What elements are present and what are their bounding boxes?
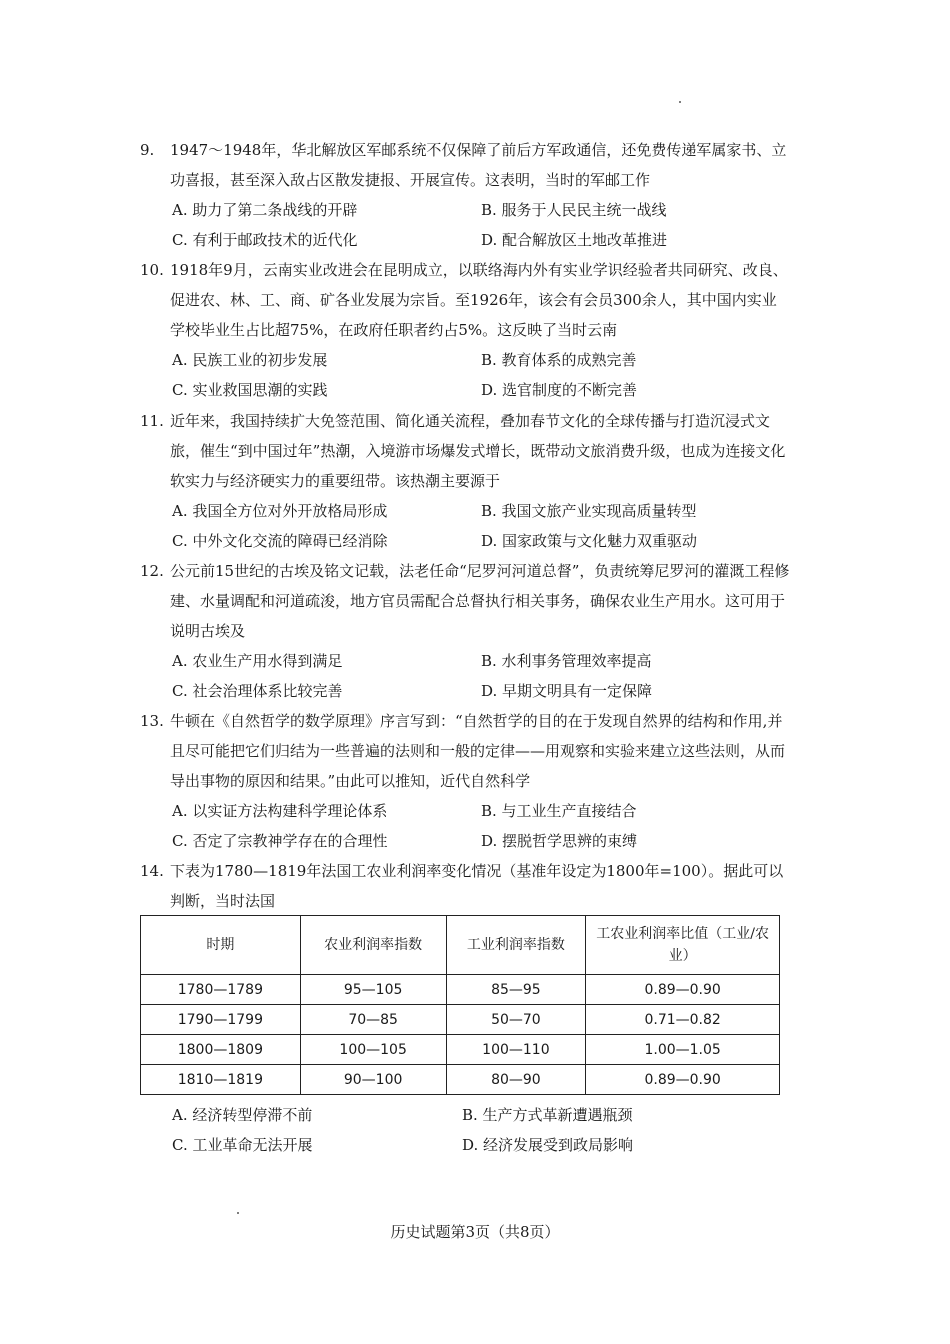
page-footer: 历史试题第3页（共8页） bbox=[390, 1223, 560, 1241]
table-cell: 1790—1799 bbox=[141, 1005, 301, 1035]
question-number: 14. bbox=[140, 862, 164, 880]
options bbox=[140, 646, 790, 706]
question-12 bbox=[140, 556, 790, 706]
table-cell: 0.71—0.82 bbox=[586, 1005, 780, 1035]
table-header-row bbox=[141, 916, 780, 975]
table-cell: 1810—1819 bbox=[141, 1065, 301, 1095]
table-cell: 1.00—1.05 bbox=[586, 1035, 780, 1065]
table-header-cell: 工业利润率指数 bbox=[446, 916, 586, 975]
scan-dot bbox=[679, 101, 681, 103]
table-cell: 95—105 bbox=[300, 975, 446, 1005]
option-a: A. 我国全方位对外开放格局形成 bbox=[172, 502, 388, 520]
question-10 bbox=[140, 255, 790, 405]
question-stem: 1947～1948年，华北解放区军邮系统不仅保障了前后方军政通信，还免费传递军属家书、立功喜报，甚至深入敌占区散发捷报、开展宣传。这表明，当时的军邮工作 bbox=[170, 141, 787, 189]
option-b: B. 生产方式革新遭遇瓶颈 bbox=[462, 1106, 633, 1124]
option-b: B. 服务于人民民主统一战线 bbox=[481, 201, 667, 219]
table-cell: 0.89—0.90 bbox=[586, 975, 780, 1005]
option-a: A. 民族工业的初步发展 bbox=[172, 351, 328, 369]
profit-rate-table bbox=[140, 915, 780, 1095]
table-cell: 90—100 bbox=[300, 1065, 446, 1095]
question-stem: 1918年9月，云南实业改进会在昆明成立，以联络海内外有实业学识经验者共同研究、改良、促进农、林、工、商、矿各业发展为宗旨。至1926年，该会有会员300余人，其中国内实业学校毕业生占比超75%，在政府任职者约占5%。这反映了当时云南 bbox=[170, 261, 788, 339]
table-cell: 50—70 bbox=[446, 1005, 586, 1035]
table-cell: 100—105 bbox=[300, 1035, 446, 1065]
option-c: C. 社会治理体系比较完善 bbox=[172, 682, 343, 700]
table-cell: 70—85 bbox=[300, 1005, 446, 1035]
option-b: B. 我国文旅产业实现高质量转型 bbox=[481, 502, 697, 520]
question-14 bbox=[140, 856, 790, 916]
question-9 bbox=[140, 135, 790, 255]
option-d: D. 配合解放区土地改革推进 bbox=[481, 231, 668, 249]
table-cell: 1800—1809 bbox=[141, 1035, 301, 1065]
scan-dot bbox=[237, 1212, 239, 1214]
table-header-cell: 时期 bbox=[141, 916, 301, 975]
question-stem: 公元前15世纪的古埃及铭文记载，法老任命“尼罗河河道总督”，负责统筹尼罗河的灌溉工程修建、水量调配和河道疏浚，地方官员需配合总督执行相关事务，确保农业生产用水。这可用于说明古埃及 bbox=[170, 562, 790, 640]
option-a: A. 以实证方法构建科学理论体系 bbox=[172, 802, 388, 820]
options bbox=[140, 796, 790, 856]
table-cell: 1780—1789 bbox=[141, 975, 301, 1005]
question-number: 11. bbox=[140, 412, 164, 430]
table-row bbox=[141, 1005, 780, 1035]
option-c: C. 否定了宗教神学存在的合理性 bbox=[172, 832, 388, 850]
option-c: C. 实业救国思潮的实践 bbox=[172, 381, 328, 399]
question-14-options bbox=[172, 1100, 792, 1160]
question-stem: 牛顿在《自然哲学的数学原理》序言写到：“自然哲学的目的在于发现自然界的结构和作用,并且尽可能把它们归结为一些普遍的法则和一般的定律——用观察和实验来建立这些法则，从而导出事物的原因和结果。”由此可以推知，近代自然科学 bbox=[170, 712, 786, 790]
options bbox=[140, 195, 790, 255]
options bbox=[140, 496, 790, 556]
question-stem: 近年来，我国持续扩大免签范围、简化通关流程，叠加春节文化的全球传播与打造沉浸式文旅，催生“到中国过年”热潮，入境游市场爆发式增长，既带动文旅消费升级，也成为连接文化软实力与经济硬实力的重要纽带。该热潮主要源于 bbox=[170, 412, 786, 490]
table-header-cell: 工农业利润率比值（工业/农业） bbox=[586, 916, 780, 975]
question-11 bbox=[140, 406, 790, 556]
option-d: D. 选官制度的不断完善 bbox=[481, 381, 638, 399]
option-d: D. 早期文明具有一定保障 bbox=[481, 682, 653, 700]
option-b: B. 与工业生产直接结合 bbox=[481, 802, 637, 820]
option-a: A. 经济转型停滞不前 bbox=[172, 1106, 313, 1124]
option-c: C. 工业革命无法开展 bbox=[172, 1136, 313, 1154]
table-cell: 0.89—0.90 bbox=[586, 1065, 780, 1095]
question-number: 9. bbox=[140, 141, 155, 159]
option-b: B. 教育体系的成熟完善 bbox=[481, 351, 637, 369]
options bbox=[140, 345, 790, 405]
option-d: D. 国家政策与文化魅力双重驱动 bbox=[481, 532, 698, 550]
option-a: A. 农业生产用水得到满足 bbox=[172, 652, 343, 670]
question-13 bbox=[140, 706, 790, 856]
option-d: D. 摆脱哲学思辨的束缚 bbox=[481, 832, 638, 850]
table-row bbox=[141, 1035, 780, 1065]
table-cell: 100—110 bbox=[446, 1035, 586, 1065]
table-header-cell: 农业利润率指数 bbox=[300, 916, 446, 975]
option-c: C. 有利于邮政技术的近代化 bbox=[172, 231, 358, 249]
table-cell: 85—95 bbox=[446, 975, 586, 1005]
option-c: C. 中外文化交流的障碍已经消除 bbox=[172, 532, 388, 550]
question-number: 10. bbox=[140, 261, 164, 279]
table-cell: 80—90 bbox=[446, 1065, 586, 1095]
option-d: D. 经济发展受到政局影响 bbox=[462, 1136, 634, 1154]
table-row bbox=[141, 1065, 780, 1095]
question-number: 12. bbox=[140, 562, 164, 580]
table-row bbox=[141, 975, 780, 1005]
option-a: A. 助力了第二条战线的开辟 bbox=[172, 201, 358, 219]
question-stem: 下表为1780—1819年法国工农业利润率变化情况（基准年设定为1800年=100）。据此可以判断，当时法国 bbox=[170, 862, 784, 910]
option-b: B. 水利事务管理效率提高 bbox=[481, 652, 652, 670]
question-number: 13. bbox=[140, 712, 164, 730]
